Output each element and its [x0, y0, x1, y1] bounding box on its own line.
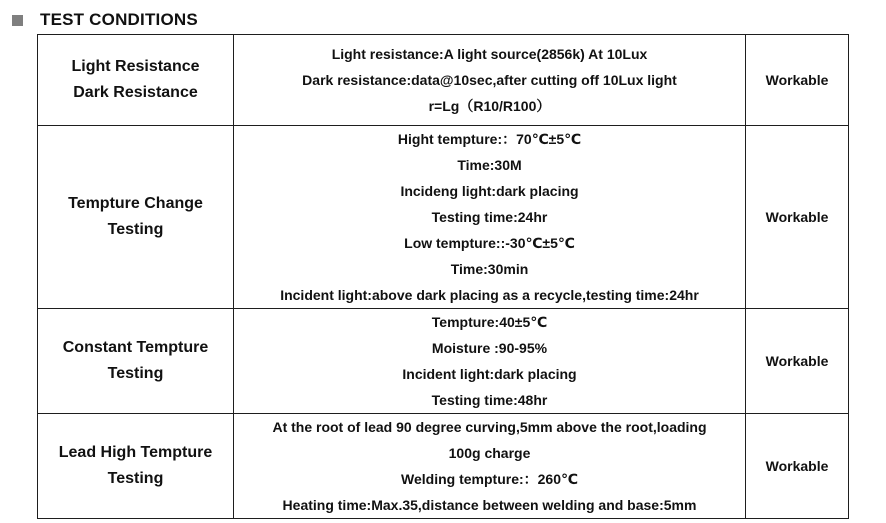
condition-line: Incideng light:dark placing — [400, 183, 579, 199]
condition-line: Low tempture::-30℃±5℃ — [404, 235, 575, 251]
condition-line: Heating time:Max.35,distance between welding and base:5mm — [282, 497, 697, 513]
conditions-cell — [234, 126, 746, 309]
table-row — [38, 414, 849, 519]
result-cell — [746, 414, 849, 519]
result-cell — [746, 35, 849, 126]
condition-line: Light resistance:A light source(2856k) At 10Lux — [331, 46, 648, 62]
test-conditions-table — [37, 34, 849, 519]
condition-line: Moisture :90-95% — [431, 340, 548, 356]
conditions-cell — [234, 414, 746, 519]
test-name-line: Tempture Change — [68, 195, 203, 212]
condition-line: Hight tempture:：70℃±5℃ — [397, 131, 582, 147]
table-row — [38, 35, 849, 126]
section-heading — [12, 9, 198, 31]
test-name-line: Lead High Tempture — [58, 444, 213, 461]
bullet-square-icon — [12, 15, 23, 26]
table-row — [38, 126, 849, 309]
conditions-cell — [234, 309, 746, 414]
result-value: Workable — [765, 458, 829, 474]
test-name-line: Testing — [107, 221, 164, 238]
test-name-line: Testing — [107, 470, 164, 487]
test-name-line: Dark Resistance — [73, 84, 198, 101]
condition-line: Testing time:48hr — [431, 392, 548, 408]
table-row — [38, 309, 849, 414]
conditions-cell — [234, 35, 746, 126]
condition-line: Time:30min — [450, 261, 529, 277]
result-cell — [746, 309, 849, 414]
condition-line: Incident light:above dark placing as a recycle,testing time:24hr — [280, 287, 699, 303]
condition-line: r=Lg（R10/R100） — [428, 98, 551, 114]
condition-line: Dark resistance:data@10sec,after cutting off 10Lux light — [302, 72, 677, 88]
condition-line: Testing time:24hr — [431, 209, 548, 225]
test-name-line: Testing — [107, 365, 164, 382]
condition-line: Incident light:dark placing — [402, 366, 577, 382]
result-value: Workable — [765, 209, 829, 225]
test-name-cell — [38, 309, 234, 414]
result-value: Workable — [765, 353, 829, 369]
result-cell — [746, 126, 849, 309]
test-name-cell — [38, 126, 234, 309]
test-name-cell — [38, 35, 234, 126]
condition-line: Welding tempture:：260℃ — [401, 471, 578, 487]
section-title: TEST CONDITIONS — [40, 10, 198, 29]
test-name-line: Light Resistance — [71, 58, 200, 75]
test-name-cell — [38, 414, 234, 519]
result-value: Workable — [765, 72, 829, 88]
test-name-line: Constant Tempture — [62, 339, 209, 356]
condition-line: At the root of lead 90 degree curving,5mm above the root,loading — [272, 419, 707, 435]
condition-line: Time:30M — [457, 157, 522, 173]
condition-line: Tempture:40±5℃ — [431, 314, 548, 330]
condition-line: 100g charge — [448, 445, 531, 461]
